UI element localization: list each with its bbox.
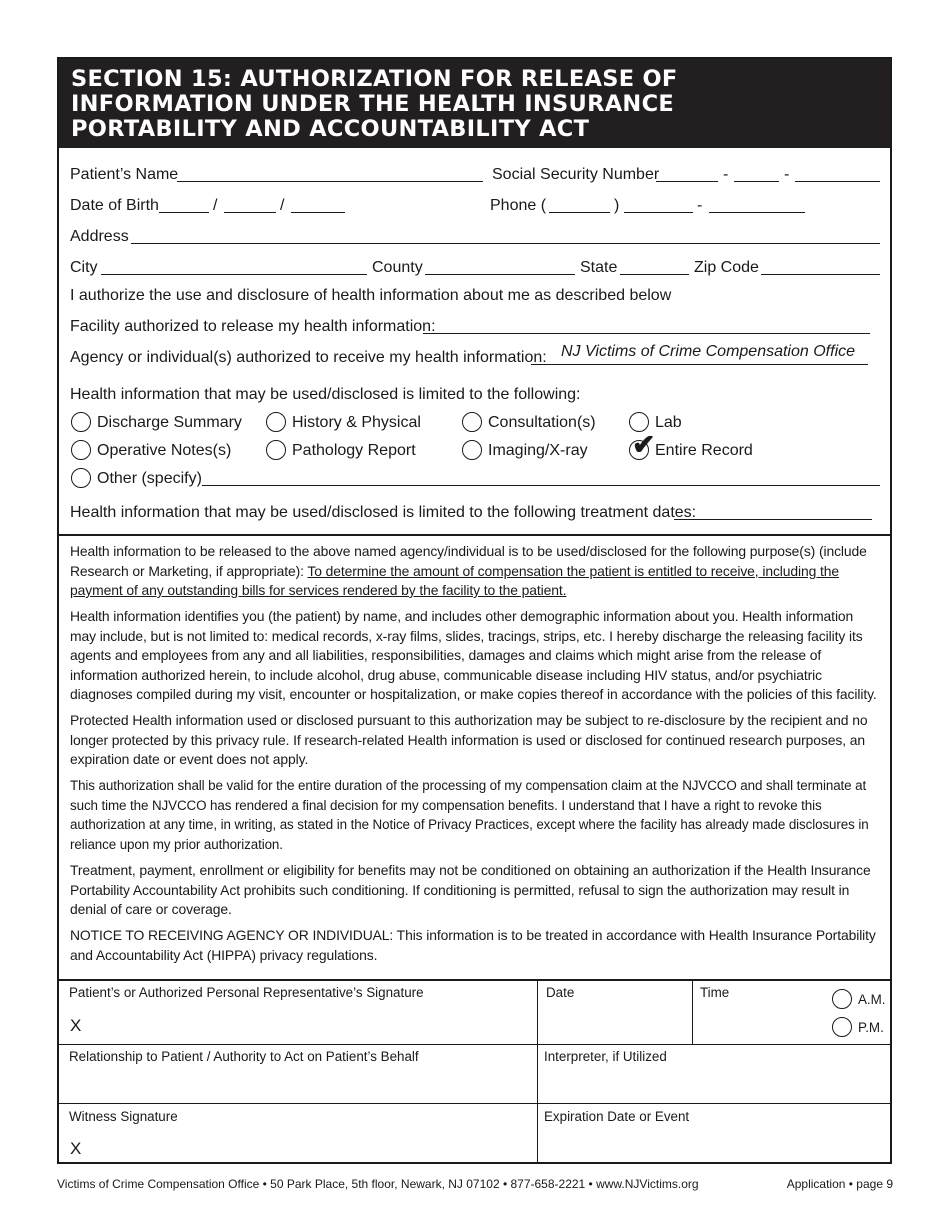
facility-label: Facility authorized to release my health information: xyxy=(70,318,436,335)
agency-field-line xyxy=(531,364,868,365)
zip-label: Zip Code xyxy=(694,259,759,276)
conditioning-text: Treatment, payment, enrollment or eligibility for benefits may not be conditioned on obtaining an authorization if the Health Insurance Portability Accountability Act prohibits such conditioning. If conditioning is permitted, refusal to sign the authorization may result in denial of care or coverage. xyxy=(70,862,871,917)
lab-label: Lab xyxy=(655,414,682,431)
am-label: A.M. xyxy=(858,992,886,1007)
redisclosure-text: Protected Health information used or disclosed pursuant to this authorization may be subject to re-disclosure by the recipient and no longer protected by this privacy rule. If research-related Health information is used or disclosed for continued research purposes, an expiration date or event does not apply. xyxy=(70,712,868,767)
agency-label: Agency or individual(s) authorized to receive my health information: xyxy=(70,349,547,366)
operative-notes-label: Operative Notes(s) xyxy=(97,442,232,459)
imaging-radio[interactable] xyxy=(462,440,482,460)
purpose-text: Health information to be released to the above named agency/individual is to be used/disclosed for the following purpose(s) (include Research or Marketing, if appropriate): xyxy=(70,543,867,579)
consultations-radio[interactable] xyxy=(462,412,482,432)
ssn-field-1[interactable] xyxy=(656,181,718,182)
phone-area-field[interactable] xyxy=(549,212,610,213)
interpreter-cell[interactable] xyxy=(538,1045,890,1104)
consultations-label: Consultation(s) xyxy=(488,414,596,431)
treatment-dates-field[interactable] xyxy=(674,519,872,520)
footer-address: Victims of Crime Compensation Office • 50 Park Place, 5th floor, Newark, NJ 07102 • 877-658-2221 • www.NJVictims.org xyxy=(57,1177,699,1191)
conditioning-paragraph xyxy=(70,861,880,920)
ssn-label: Social Security Number xyxy=(492,166,660,183)
phone-paren-close: ) xyxy=(614,197,620,214)
section-title-line-1: SECTION 15: AUTHORIZATION FOR RELEASE OF xyxy=(71,66,678,92)
am-radio[interactable] xyxy=(832,989,852,1009)
address-field[interactable] xyxy=(131,243,880,244)
witness-signature-x: X xyxy=(70,1139,82,1158)
dob-month-field[interactable] xyxy=(159,212,209,213)
redisclosure-paragraph xyxy=(70,711,880,770)
state-label: State xyxy=(580,259,618,276)
county-label: County xyxy=(372,259,423,276)
health-info-paragraph xyxy=(70,607,880,705)
treatment-dates-label: Health information that may be used/disclosed is limited to the following treatment dates: xyxy=(70,504,697,521)
notice-text: NOTICE TO RECEIVING AGENCY OR INDIVIDUAL: This information is to be treated in accordance with Health Insurance Portability and Accountability Act (HIPPA) privacy regulations. xyxy=(70,927,876,963)
section-title-line-3: PORTABILITY AND ACCOUNTABILITY ACT xyxy=(71,116,590,142)
relationship-cell[interactable] xyxy=(59,1045,538,1104)
notice-paragraph xyxy=(70,926,880,965)
authorize-statement: I authorize the use and disclosure of health information about me as described below xyxy=(70,287,672,304)
other-label: Other (specify) xyxy=(97,470,202,487)
patient-signature-x: X xyxy=(70,1016,82,1035)
facility-field[interactable] xyxy=(423,333,870,334)
expiration-label: Expiration Date or Event xyxy=(544,1109,690,1124)
patient-name-label: Patient’s Name xyxy=(70,166,179,183)
date-label: Date xyxy=(546,985,575,1000)
patient-name-field[interactable] xyxy=(177,181,483,182)
section-divider xyxy=(57,534,892,536)
pathology-report-label: Pathology Report xyxy=(292,442,416,459)
dob-slash-2: / xyxy=(280,197,285,214)
ssn-dash-1: - xyxy=(723,166,729,183)
other-field[interactable] xyxy=(202,485,880,486)
imaging-label: Imaging/X-ray xyxy=(488,442,588,459)
footer-page-number: Application • page 9 xyxy=(786,1177,893,1191)
phone-line-field[interactable] xyxy=(709,212,805,213)
address-label: Address xyxy=(70,228,129,245)
city-label: City xyxy=(70,259,98,276)
section-title xyxy=(71,67,678,142)
limited-label: Health information that may be used/disclosed is limited to the following: xyxy=(70,386,581,403)
phone-dash: - xyxy=(697,197,703,214)
pm-radio[interactable] xyxy=(832,1017,852,1037)
county-field[interactable] xyxy=(425,274,575,275)
discharge-summary-label: Discharge Summary xyxy=(97,414,242,431)
dob-label: Date of Birth xyxy=(70,197,159,214)
validity-paragraph xyxy=(70,776,880,854)
zip-field[interactable] xyxy=(761,274,880,275)
dob-slash-1: / xyxy=(213,197,218,214)
relationship-label: Relationship to Patient / Authority to Act on Patient’s Behalf xyxy=(69,1049,419,1064)
city-field[interactable] xyxy=(101,274,367,275)
phone-prefix-field[interactable] xyxy=(624,212,693,213)
agency-value[interactable]: NJ Victims of Crime Compensation Office xyxy=(561,343,856,360)
validity-text: This authorization shall be valid for the entire duration of the processing of my compensation claim at the NJVCCO and shall terminate at such time the NJVCCO has rendered a final decision for my compensation benefits. I understand that I have a right to revoke this authorization at any time, in writing, as stated in the Notice of Privacy Practices, except where the facility has already made disclosures in reliance upon my prior authorization. xyxy=(70,778,869,852)
entire-record-label: Entire Record xyxy=(655,442,753,459)
ssn-dash-2: - xyxy=(784,166,790,183)
ssn-field-2[interactable] xyxy=(734,181,779,182)
section-title-line-2: INFORMATION UNDER THE HEALTH INSURANCE xyxy=(71,91,675,117)
history-physical-label: History & Physical xyxy=(292,414,421,431)
interpreter-label: Interpreter, if Utilized xyxy=(544,1049,667,1064)
operative-notes-radio[interactable] xyxy=(71,440,91,460)
patient-signature-label: Patient’s or Authorized Personal Representative’s Signature xyxy=(69,985,424,1000)
section-header xyxy=(59,59,890,148)
purpose-paragraph xyxy=(70,542,880,601)
dob-day-field[interactable] xyxy=(224,212,276,213)
patient-signature-cell[interactable] xyxy=(59,981,538,1045)
discharge-summary-radio[interactable] xyxy=(71,412,91,432)
dob-year-field[interactable] xyxy=(291,212,345,213)
witness-label: Witness Signature xyxy=(69,1109,178,1124)
expiration-cell[interactable] xyxy=(538,1104,890,1162)
health-info-text: Health information identifies you (the patient) by name, and includes other demographic information about you. Health information may include, but is not limited to: medical records, x-ray films, slides, tracings, strips, etc. I hereby discharge the releasing facility its agents and employees from any and all liabilities, responsibilities, damages and claims which might arise from the release of information authorized herein, to include alcohol, drug abuse, communicable disease including HIV status, and/or psychiatric diagnoses compiled during my visit, encounter or hospitalization, or make copies thereof in accordance with the policies of this facility. xyxy=(70,608,877,702)
history-physical-radio[interactable] xyxy=(266,412,286,432)
other-radio[interactable] xyxy=(71,468,91,488)
purpose-filled-text: To determine the amount of compensation the patient is entitled to receive, including the payment of any outstanding bills for services rendered by the facility to the patient. xyxy=(70,562,840,598)
time-label: Time xyxy=(700,985,730,1000)
date-cell[interactable] xyxy=(538,981,693,1045)
state-field[interactable] xyxy=(620,274,689,275)
pm-label: P.M. xyxy=(858,1020,884,1035)
entire-record-check-icon: ✔ xyxy=(632,429,656,460)
witness-cell[interactable] xyxy=(59,1104,538,1162)
pathology-report-radio[interactable] xyxy=(266,440,286,460)
time-cell[interactable] xyxy=(693,981,890,1045)
phone-label: Phone ( xyxy=(490,197,547,214)
ssn-field-3[interactable] xyxy=(795,181,880,182)
